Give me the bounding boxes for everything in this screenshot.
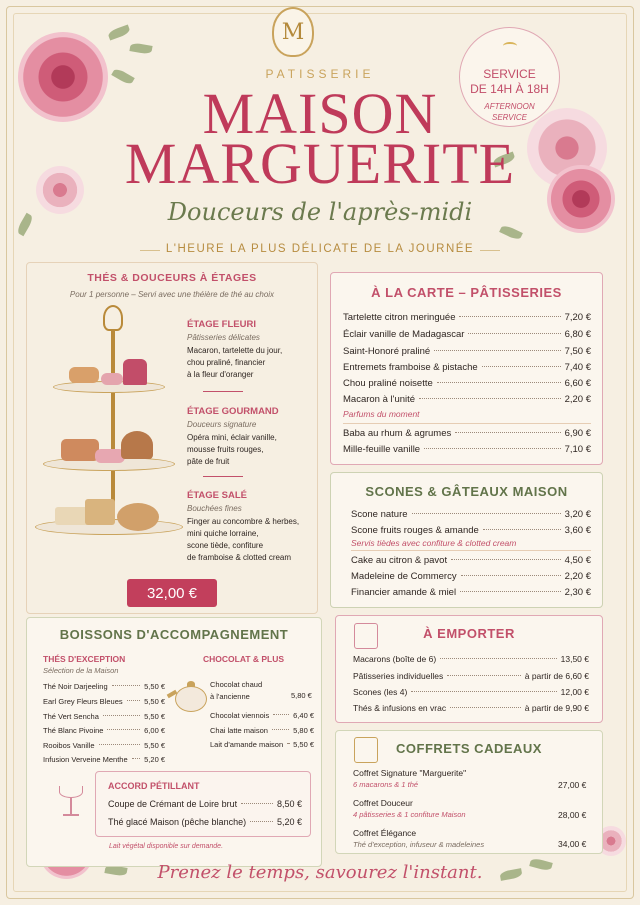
item-price: 2,20 € xyxy=(564,394,591,405)
item-price: 5,80 € xyxy=(291,691,312,700)
service-line3: AFTERNOON xyxy=(484,102,535,111)
subtitle: Douceurs de l'après-midi xyxy=(167,198,473,226)
item-name: Entremets framboise & pistache xyxy=(343,362,478,373)
item-name: Baba au rhum & agrumes xyxy=(343,428,452,439)
item-name: Macaron à l'unité xyxy=(343,394,416,405)
item-price: 4,50 € xyxy=(564,555,591,566)
service-line2: DE 14H À 18H xyxy=(470,82,549,96)
overline: PATISSERIE xyxy=(265,67,375,81)
service-badge xyxy=(459,27,560,127)
item-name: Scones (les 4) xyxy=(353,687,408,697)
item-name: Thé glacé Maison (pêche blanche) xyxy=(108,817,247,827)
item-name: Thés & infusions en vrac xyxy=(353,703,447,713)
item-name: Chocolat chaud à l'ancienne xyxy=(210,680,263,701)
divider xyxy=(480,250,500,251)
divider xyxy=(203,391,243,392)
title-line1: MAISON xyxy=(202,81,438,146)
item-price: 5,50 € xyxy=(293,740,314,749)
section-subtitle: Pour 1 personne – Servi avec une théière de thé au choix xyxy=(69,290,275,299)
item-name: Coffret Douceur xyxy=(353,798,413,808)
item-price: 6,80 € xyxy=(564,329,591,340)
item-price: 7,50 € xyxy=(564,346,591,357)
item-price: 3,60 € xyxy=(564,525,591,536)
section-title: À LA CARTE – PÂTISSERIES xyxy=(371,285,562,300)
item-subtitle: 4 pâtisseries & 1 confiture Maison xyxy=(353,810,466,819)
item-price: 27,00 € xyxy=(558,780,587,790)
item-name: Pâtisseries individuelles xyxy=(353,671,444,681)
item-name: Lait d'amande maison xyxy=(210,740,284,749)
item-price: 6,00 € xyxy=(144,726,165,735)
note: Lait végétal disponible sur demande. xyxy=(109,843,224,850)
item-name: Coffret Élégance xyxy=(353,828,417,838)
tagline: L'HEURE LA PLUS DÉLICATE DE LA JOURNÉE xyxy=(165,243,475,255)
service-line1: SERVICE xyxy=(483,67,536,81)
item-price: à partir de 6,60 € xyxy=(524,671,589,681)
item-price: 6,40 € xyxy=(293,711,314,720)
item-price: 13,50 € xyxy=(560,654,589,664)
title-line2: MARGUERITE xyxy=(124,131,516,196)
tier-title: ÉTAGE SALÉ xyxy=(187,490,247,501)
item-price: 2,30 € xyxy=(564,587,591,598)
note: Parfums du moment xyxy=(343,409,420,419)
divider xyxy=(351,550,591,551)
item-name: Coupe de Crémant de Loire brut xyxy=(108,799,238,809)
item-price: 6,90 € xyxy=(564,428,591,439)
item-price: 5,20 € xyxy=(144,755,165,764)
item-name: Chai latte maison xyxy=(210,726,268,735)
item-name: Coffret Signature "Marguerite" xyxy=(353,768,467,778)
price-badge: 32,00 € xyxy=(127,579,217,607)
item-name: Infusion Verveine Menthe xyxy=(43,755,128,764)
item-name: Scone fruits rouges & amande xyxy=(351,525,479,536)
item-price: à partir de 9,90 € xyxy=(524,703,589,713)
item-name: Financier amande & miel xyxy=(351,587,457,598)
petillant-box xyxy=(95,771,311,837)
item-name: Chocolat viennois xyxy=(210,711,270,720)
subsection-subtitle: Sélection de la Maison xyxy=(43,666,119,675)
item-price: 6,60 € xyxy=(564,378,591,389)
tier-title: ÉTAGE FLEURI xyxy=(187,319,256,330)
item-name: Thé Vert Sencha xyxy=(43,712,99,721)
item-price: 8,50 € xyxy=(276,799,302,809)
item-price: 5,50 € xyxy=(144,712,165,721)
item-price: 2,20 € xyxy=(564,571,591,582)
tier-description: Finger au concombre & herbes, mini quiche lorraine, scone tiède, confiture de framboise & clotted cream xyxy=(187,517,300,562)
item-name: Thé Noir Darjeeling xyxy=(43,682,108,691)
divider xyxy=(343,423,591,424)
item-name: Saint-Honoré praliné xyxy=(343,346,431,357)
item-price: 12,00 € xyxy=(560,687,589,697)
item-price: 5,80 € xyxy=(293,726,314,735)
boissons-section xyxy=(26,617,322,867)
item-price: 3,20 € xyxy=(564,509,591,520)
monogram-icon: M xyxy=(272,7,314,57)
tier-subtitle: Bouchées fines xyxy=(187,504,242,513)
item-name: Scone nature xyxy=(351,509,408,520)
section-title: COFFRETS CADEAUX xyxy=(396,741,542,756)
item-price: 5,50 € xyxy=(144,682,165,691)
item-name: Cake au citron & pavot xyxy=(351,555,448,566)
emporter-section xyxy=(335,615,603,723)
tier-title: ÉTAGE GOURMAND xyxy=(187,406,279,417)
section-title: SCONES & GÂTEAUX MAISON xyxy=(365,484,568,499)
tier-subtitle: Douceurs signature xyxy=(187,420,257,429)
tiers-section xyxy=(26,262,318,614)
tier-description: Macaron, tartelette du jour, chou praliné, financier à la fleur d'oranger xyxy=(187,346,283,379)
item-name: Chou praliné noisette xyxy=(343,378,433,389)
item-name: Éclair vanille de Madagascar xyxy=(343,329,465,340)
item-name: Mille-feuille vanille xyxy=(343,444,421,455)
subsection-title: ACCORD PÉTILLANT xyxy=(108,781,200,791)
item-price: 28,00 € xyxy=(558,810,587,820)
item-name: Macarons (boîte de 6) xyxy=(353,654,437,664)
divider xyxy=(203,476,243,477)
coffrets-section xyxy=(335,730,603,854)
note: Servis tièdes avec confiture & clotted cream xyxy=(351,538,517,548)
footer-tagline: Prenez le temps, savourez l'instant. xyxy=(157,862,483,883)
item-name: Thé Blanc Pivoine xyxy=(43,726,104,735)
item-name: Earl Grey Fleurs Bleues xyxy=(43,697,123,706)
item-price: 34,00 € xyxy=(558,839,587,849)
scones-section xyxy=(330,472,603,608)
tier-subtitle: Pâtisseries délicates xyxy=(187,333,260,342)
item-subtitle: Thé d'exception, infuseur & madeleines xyxy=(353,840,485,849)
item-name: Rooibos Vanille xyxy=(43,741,95,750)
service-line4: SERVICE xyxy=(492,113,527,122)
item-price: 7,40 € xyxy=(564,362,591,373)
section-title: BOISSONS D'ACCOMPAGNEMENT xyxy=(59,627,289,642)
item-price: 5,50 € xyxy=(144,741,165,750)
item-name: Madeleine de Commercy xyxy=(351,571,457,582)
item-subtitle: 6 macarons & 1 thé xyxy=(353,780,419,789)
item-price: 5,20 € xyxy=(276,817,302,827)
tier-description: Opéra mini, éclair vanille, mousse fruits rouges, pâte de fruit xyxy=(187,433,277,466)
sun-icon xyxy=(503,42,517,50)
subsection-title: THÉS D'EXCEPTION xyxy=(43,654,126,664)
item-name: Tartelette citron meringuée xyxy=(343,312,456,323)
item-price: 5,50 € xyxy=(144,697,165,706)
section-title: THÉS & DOUCEURS À ÉTAGES xyxy=(87,272,257,284)
item-price: 7,20 € xyxy=(564,312,591,323)
item-price: 7,10 € xyxy=(564,444,591,455)
section-title: À EMPORTER xyxy=(423,626,515,641)
subsection-title: CHOCOLAT & PLUS xyxy=(203,654,285,664)
a-la-carte-section xyxy=(330,272,603,465)
